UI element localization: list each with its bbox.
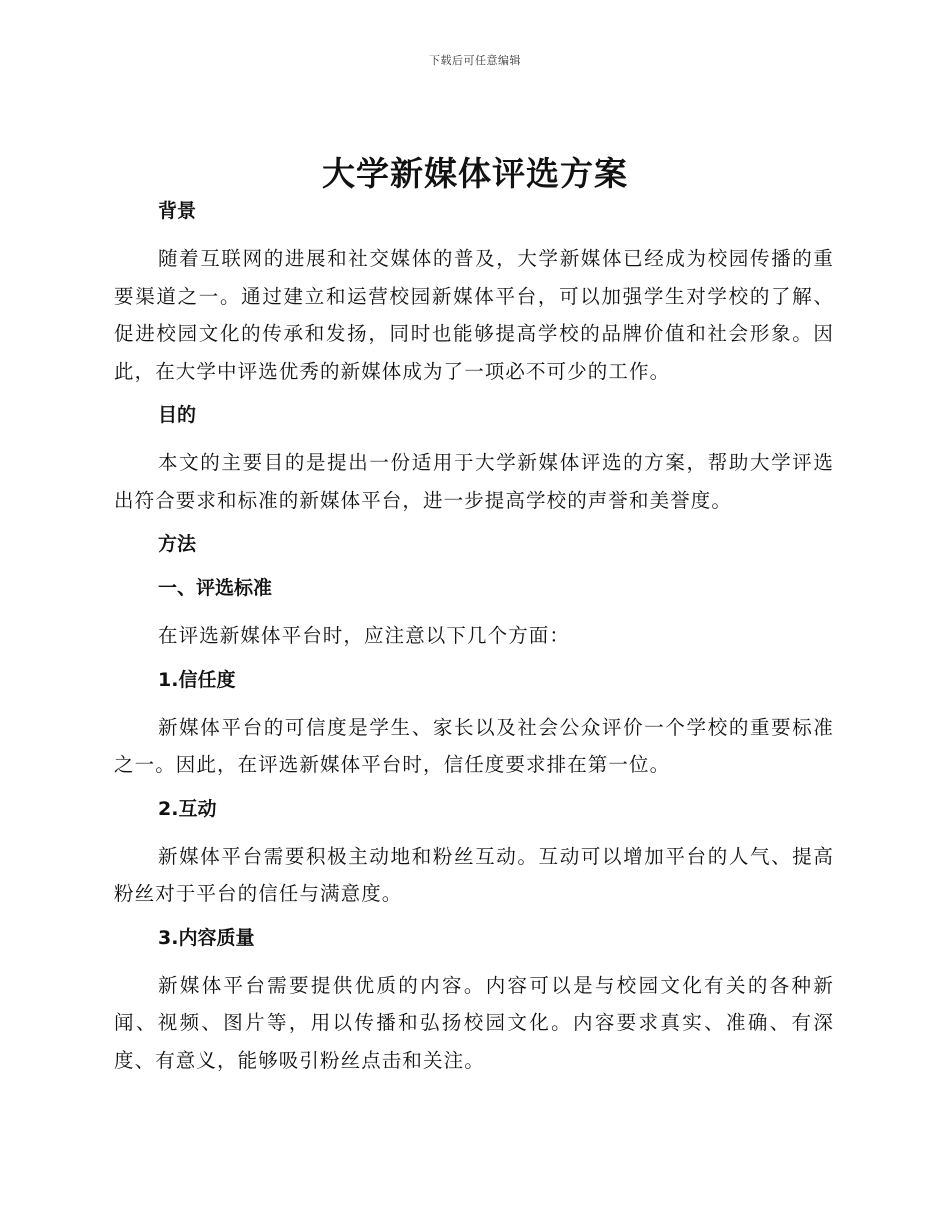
method-heading: 方法 [158, 533, 197, 555]
background-paragraph: 随着互联网的进展和社交媒体的普及，大学新媒体已经成为校园传播的重要渠道之一。通过建立和运营校园新媒体平台，可以加强学生对学校的了解、促进校园文化的传承和发扬，同时也能够提高学校的品牌价值和社会形象。因此，在大学中评选优秀的新媒体成为了一项必不可少的工作。 [114, 247, 834, 383]
purpose-paragraph: 本文的主要目的是提出一份适用于大学新媒体评选的方案，帮助大学评选出符合要求和标准的新媒体平台，进一步提高学校的声誉和美誉度。 [114, 451, 834, 512]
item2-heading: 2.互动 [158, 797, 217, 820]
item2-paragraph: 新媒体平台需要积极主动地和粉丝互动。互动可以增加平台的人气、提高粉丝对于平台的信任与满意度。 [114, 844, 834, 905]
document-title: 大学新媒体评选方案 [322, 154, 628, 193]
document-body [114, 196, 834, 1079]
background-heading: 背景 [158, 200, 197, 222]
item1-paragraph: 新媒体平台的可信度是学生、家长以及社会公众评价一个学校的重要标准之一。因此，在评选新媒体平台时，信任度要求排在第一位。 [114, 715, 834, 776]
criteria-intro: 在评选新媒体平台时，应注意以下几个方面： [158, 624, 571, 647]
purpose-heading: 目的 [158, 404, 197, 426]
item1-heading: 1.信任度 [158, 668, 236, 691]
item3-heading: 3.内容质量 [158, 926, 255, 949]
header-note: 下载后可任意编辑 [429, 54, 521, 67]
criteria-heading: 一、评选标准 [158, 577, 273, 599]
item3-paragraph: 新媒体平台需要提供优质的内容。内容可以是与校园文化有关的各种新闻、视频、图片等，用以传播和弘扬校园文化。内容要求真实、准确、有深度、有意义，能够吸引粉丝点击和关注。 [114, 973, 834, 1072]
